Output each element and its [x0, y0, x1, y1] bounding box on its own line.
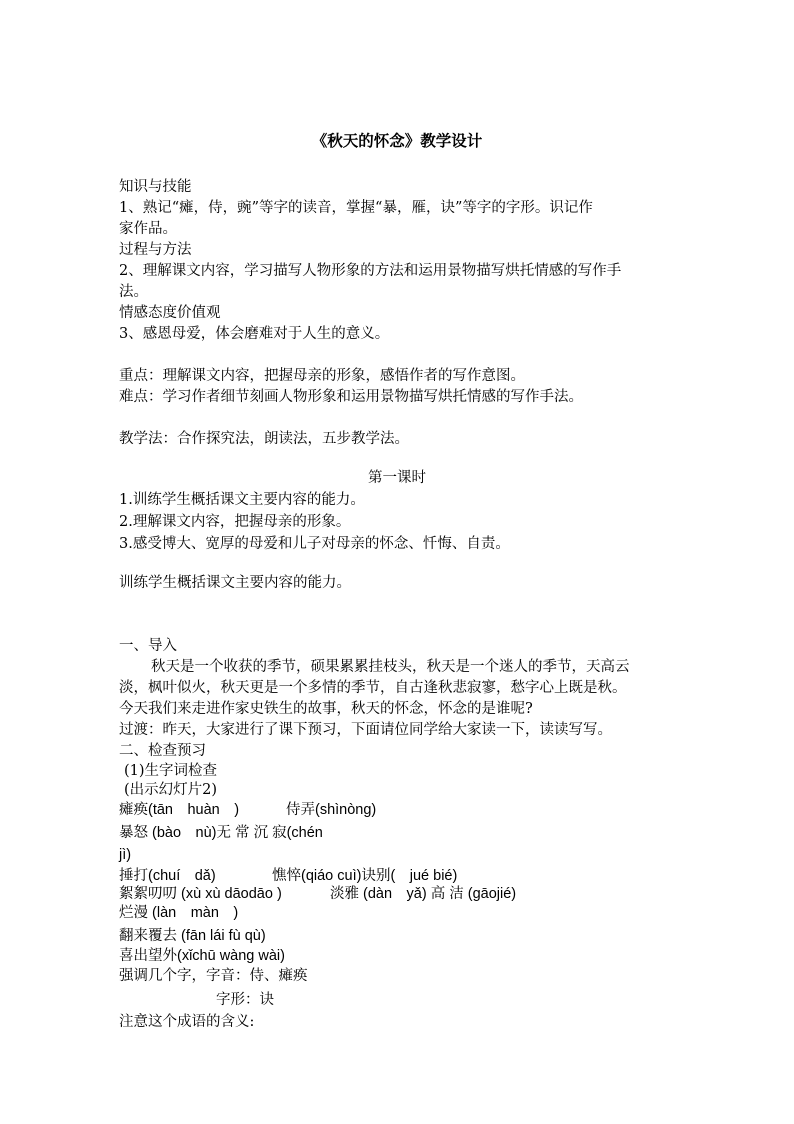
word-shinong: 侍弄(shìnòng)	[286, 802, 377, 818]
word-danya: 淡雅 (dàn yǎ) 高 洁 (gāojié)	[330, 886, 517, 902]
word-baonu-cont: jì)	[119, 847, 132, 863]
emphasis-shape: 字形：诀	[216, 992, 274, 1008]
word-xichu: 喜出望外(xǐchū wàng wài)	[119, 948, 285, 964]
goal2-line2: 法。	[119, 284, 148, 300]
goal3: 3、感恩母爱，体会磨难对于人生的意义。	[119, 326, 390, 342]
intro-line2: 淡，枫叶似火，秋天更是一个多情的季节，自古逢秋悲寂寥，愁字心上既是秋。	[119, 680, 627, 696]
word-lanman: 烂漫 (làn màn )	[119, 905, 239, 921]
goal2-line1: 2、理解课文内容，学习描写人物形象的方法和运用景物描写烘托情感的写作手	[119, 263, 622, 279]
slide-note: (出示幻灯片2)	[124, 782, 218, 798]
vocab-check: (1)生字词检查	[124, 763, 218, 779]
emphasis-sound: 强调几个字，字音：侍、瘫痪	[119, 968, 308, 984]
word-baonu: 暴怒 (bào nù)无 常 沉 寂(chén	[119, 825, 323, 841]
word-fanlai: 翻来覆去 (fān lái fù qù)	[119, 928, 266, 944]
lesson-focus: 训练学生概括课文主要内容的能力。	[119, 575, 351, 591]
key-point: 重点：理解课文内容，把握母亲的形象，感悟作者的写作意图。	[119, 368, 525, 384]
knowledge-heading: 知识与技能	[119, 179, 192, 195]
section2-heading: 二、检查预习	[119, 743, 206, 759]
lesson-heading: 第一课时	[368, 470, 426, 486]
emotion-heading: 情感态度价值观	[119, 305, 221, 321]
word-chuida: 捶打(chuí dǎ)	[119, 868, 216, 884]
section1-heading: 一、导入	[119, 638, 177, 654]
intro-line3: 今天我们来走进作家史铁生的故事，秋天的怀念，怀念的是谁呢?	[119, 701, 533, 717]
word-tanhuan: 瘫痪(tān huàn )	[119, 802, 240, 818]
objective-2: 2.理解课文内容，把握母亲的形象。	[119, 514, 351, 530]
difficulty: 难点：学习作者细节刻画人物形象和运用景物描写烘托情感的写作手法。	[119, 389, 583, 405]
word-xuxu: 絮絮叨叨 (xù xù dāodāo )	[119, 886, 282, 902]
idiom-note: 注意这个成语的含义:	[119, 1014, 255, 1030]
teaching-methods: 教学法：合作探究法，朗读法，五步教学法。	[119, 431, 409, 447]
transition: 过渡：昨天，大家进行了课下预习，下面请位同学给大家读一下，读读写写。	[119, 722, 612, 738]
goal1-line1: 1、熟记“瘫，侍，豌”等字的读音，掌握“暴，雁，诀”等字的字形。识记作	[119, 200, 593, 216]
word-qiaocui: 憔悴(qiáo cuì)诀别( jué bié)	[272, 868, 458, 884]
goal1-line2: 家作品。	[119, 221, 177, 237]
document-title: 《秋天的怀念》教学设计	[311, 131, 483, 150]
objective-3: 3.感受博大、宽厚的母爱和儿子对母亲的怀念、忏悔、自责。	[119, 536, 510, 552]
process-heading: 过程与方法	[119, 242, 192, 258]
objective-1: 1.训练学生概括课文主要内容的能力。	[119, 492, 365, 508]
intro-line1: 秋天是一个收获的季节，硕果累累挂枝头，秋天是一个迷人的季节，天高云	[151, 659, 630, 675]
